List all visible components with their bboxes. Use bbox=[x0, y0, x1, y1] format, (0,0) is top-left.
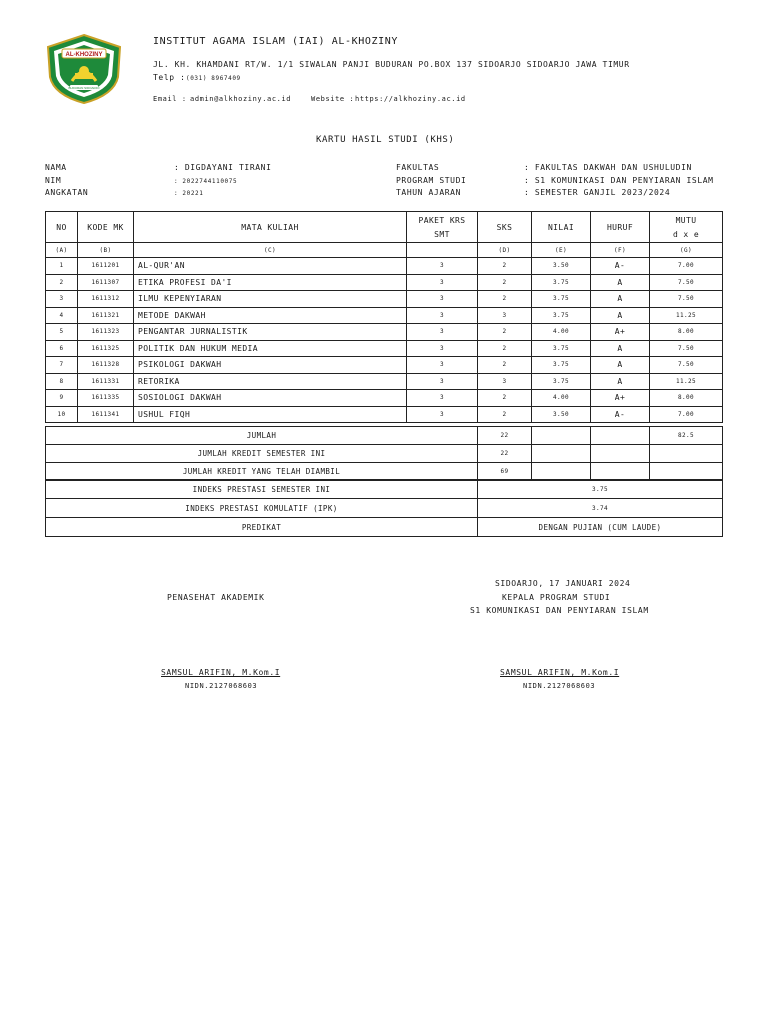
kredit-semester-blank-1 bbox=[532, 445, 591, 463]
row-huruf: A bbox=[591, 357, 650, 374]
logo-sub: BUDURAN SIDOARJO bbox=[68, 86, 100, 90]
website-label: Website : bbox=[311, 95, 355, 103]
ta-value: : SEMESTER GANJIL 2023/2024 bbox=[524, 188, 671, 197]
table-row bbox=[46, 307, 723, 324]
header-no: NO bbox=[46, 212, 78, 243]
institution-logo bbox=[44, 33, 124, 105]
row-nilai: 4.00 bbox=[532, 390, 591, 407]
head-program: S1 KOMUNIKASI DAN PENYIARAN ISLAM bbox=[470, 606, 649, 615]
header-mata-kuliah: MATA KULIAH bbox=[134, 212, 407, 243]
head-nidn: NIDN.2127068603 bbox=[523, 682, 596, 690]
row-mutu: 8.00 bbox=[650, 390, 723, 407]
row-sks: 2 bbox=[478, 406, 532, 423]
table-row bbox=[46, 340, 723, 357]
row-sks: 2 bbox=[478, 291, 532, 308]
row-mata-kuliah: PENGANTAR JURNALISTIK bbox=[134, 324, 407, 341]
row-mutu: 7.00 bbox=[650, 258, 723, 275]
row-smt: 3 bbox=[407, 307, 478, 324]
row-kode: 1611323 bbox=[78, 324, 134, 341]
row-mata-kuliah: PSIKOLOGI DAKWAH bbox=[134, 357, 407, 374]
row-no: 2 bbox=[46, 274, 78, 291]
row-smt: 3 bbox=[407, 274, 478, 291]
telp-label: Telp : bbox=[153, 73, 186, 82]
table-row bbox=[46, 291, 723, 308]
row-smt: 3 bbox=[407, 324, 478, 341]
row-kode: 1611341 bbox=[78, 406, 134, 423]
row-no: 7 bbox=[46, 357, 78, 374]
row-huruf: A bbox=[591, 307, 650, 324]
header-sks: SKS bbox=[478, 212, 532, 243]
nim-value: : 2022744110075 bbox=[174, 178, 238, 185]
table-subheader-row bbox=[46, 243, 723, 258]
predikat-row bbox=[46, 518, 723, 537]
row-nilai: 3.75 bbox=[532, 291, 591, 308]
row-mata-kuliah: SOSIOLOGI DAKWAH bbox=[134, 390, 407, 407]
header-kode: KODE MK bbox=[78, 212, 134, 243]
row-kode: 1611328 bbox=[78, 357, 134, 374]
header-mutu bbox=[650, 212, 723, 243]
row-nilai: 3.75 bbox=[532, 340, 591, 357]
logo-text: AL-KHOZINY bbox=[65, 52, 103, 58]
row-mutu: 7.50 bbox=[650, 357, 723, 374]
row-huruf: A bbox=[591, 373, 650, 390]
header-mutu-line2: d x e bbox=[672, 229, 700, 239]
kredit-semester-label: JUMLAH KREDIT SEMESTER INI bbox=[46, 445, 478, 463]
ta-label: TAHUN AJARAN bbox=[396, 188, 461, 197]
row-mutu: 7.50 bbox=[650, 291, 723, 308]
row-mutu: 11.25 bbox=[650, 373, 723, 390]
header-huruf: HURUF bbox=[591, 212, 650, 243]
indeks-table bbox=[45, 479, 723, 537]
row-smt: 3 bbox=[407, 340, 478, 357]
jumlah-sks: 22 bbox=[478, 427, 532, 445]
table-row bbox=[46, 274, 723, 291]
row-mata-kuliah: POLITIK DAN HUKUM MEDIA bbox=[134, 340, 407, 357]
kredit-semester-blank-3 bbox=[650, 445, 723, 463]
row-kode: 1611325 bbox=[78, 340, 134, 357]
jumlah-row bbox=[46, 427, 723, 445]
row-kode: 1611335 bbox=[78, 390, 134, 407]
totals-table bbox=[45, 426, 723, 481]
kredit-total-row bbox=[46, 463, 723, 481]
kredit-total-blank-2 bbox=[591, 463, 650, 481]
jumlah-blank-1 bbox=[532, 427, 591, 445]
angkatan-label: ANGKATAN bbox=[45, 188, 89, 197]
predikat-value: DENGAN PUJIAN (CUM LAUDE) bbox=[478, 518, 723, 537]
row-mutu: 7.50 bbox=[650, 340, 723, 357]
ipk-value: 3.74 bbox=[478, 499, 723, 518]
place-date: SIDOARJO, 17 JANUARI 2024 bbox=[495, 579, 631, 588]
row-smt: 3 bbox=[407, 258, 478, 275]
kredit-total-blank-3 bbox=[650, 463, 723, 481]
row-mata-kuliah: RETORIKA bbox=[134, 373, 407, 390]
row-kode: 1611331 bbox=[78, 373, 134, 390]
row-mata-kuliah: ILMU KEPENYIARAN bbox=[134, 291, 407, 308]
row-nilai: 3.75 bbox=[532, 373, 591, 390]
table-row bbox=[46, 357, 723, 374]
table-header-row bbox=[46, 212, 723, 243]
row-mutu: 8.00 bbox=[650, 324, 723, 341]
nama-value: : DIGDAYANI TIRANI bbox=[174, 163, 272, 172]
row-mutu: 7.50 bbox=[650, 274, 723, 291]
row-smt: 3 bbox=[407, 373, 478, 390]
page-title: KARTU HASIL STUDI (KHS) bbox=[316, 135, 455, 145]
row-sks: 2 bbox=[478, 390, 532, 407]
sub-f: (F) bbox=[591, 243, 650, 258]
email-value[interactable]: admin@alkhoziny.ac.id bbox=[190, 95, 292, 103]
jumlah-blank-2 bbox=[591, 427, 650, 445]
row-nilai: 3.75 bbox=[532, 307, 591, 324]
sub-b: (B) bbox=[78, 243, 134, 258]
row-nilai: 3.50 bbox=[532, 406, 591, 423]
website-value[interactable]: https://alkhoziny.ac.id bbox=[355, 95, 466, 103]
row-smt: 3 bbox=[407, 357, 478, 374]
row-kode: 1611312 bbox=[78, 291, 134, 308]
row-kode: 1611201 bbox=[78, 258, 134, 275]
email-label: Email : bbox=[153, 95, 187, 103]
row-mata-kuliah: USHUL FIQH bbox=[134, 406, 407, 423]
sub-d: (D) bbox=[478, 243, 532, 258]
ips-label: INDEKS PRESTASI SEMESTER INI bbox=[46, 480, 478, 499]
header-paket-line2: SMT bbox=[434, 229, 450, 239]
kredit-semester-row bbox=[46, 445, 723, 463]
row-no: 10 bbox=[46, 406, 78, 423]
row-mutu: 7.00 bbox=[650, 406, 723, 423]
row-mutu: 11.25 bbox=[650, 307, 723, 324]
kredit-semester-blank-2 bbox=[591, 445, 650, 463]
sub-a: (A) bbox=[46, 243, 78, 258]
nama-label: NAMA bbox=[45, 163, 67, 172]
advisor-nidn: NIDN.2127068603 bbox=[185, 682, 258, 690]
ips-row bbox=[46, 480, 723, 499]
row-mata-kuliah: ETIKA PROFESI DA'I bbox=[134, 274, 407, 291]
telp-value: (031) 8967409 bbox=[186, 75, 241, 82]
row-nilai: 4.00 bbox=[532, 324, 591, 341]
table-row bbox=[46, 373, 723, 390]
head-role: KEPALA PROGRAM STUDI bbox=[502, 593, 611, 602]
head-name: SAMSUL ARIFIN, M.Kom.I bbox=[500, 668, 620, 677]
row-no: 3 bbox=[46, 291, 78, 308]
header-paket-line1: PAKET KRS bbox=[418, 215, 466, 225]
row-kode: 1611307 bbox=[78, 274, 134, 291]
row-mata-kuliah: AL-QUR'AN bbox=[134, 258, 407, 275]
row-huruf: A bbox=[591, 274, 650, 291]
kredit-total-value: 69 bbox=[478, 463, 532, 481]
row-no: 5 bbox=[46, 324, 78, 341]
grades-table bbox=[45, 211, 723, 423]
row-no: 9 bbox=[46, 390, 78, 407]
jumlah-label: JUMLAH bbox=[46, 427, 478, 445]
row-no: 6 bbox=[46, 340, 78, 357]
row-sks: 2 bbox=[478, 274, 532, 291]
fakultas-value: : FAKULTAS DAKWAH DAN USHULUDIN bbox=[524, 163, 692, 172]
sub-c: (C) bbox=[134, 243, 407, 258]
kredit-total-blank-1 bbox=[532, 463, 591, 481]
fakultas-label: FAKULTAS bbox=[396, 163, 440, 172]
header-nilai: NILAI bbox=[532, 212, 591, 243]
advisor-name: SAMSUL ARIFIN, M.Kom.I bbox=[161, 668, 281, 677]
row-huruf: A bbox=[591, 340, 650, 357]
row-mata-kuliah: METODE DAKWAH bbox=[134, 307, 407, 324]
ipk-label: INDEKS PRESTASI KOMULATIF (IPK) bbox=[46, 499, 478, 518]
ipk-row bbox=[46, 499, 723, 518]
row-smt: 3 bbox=[407, 406, 478, 423]
sub-e: (E) bbox=[532, 243, 591, 258]
row-smt: 3 bbox=[407, 291, 478, 308]
row-sks: 3 bbox=[478, 373, 532, 390]
header-paket bbox=[407, 212, 478, 243]
table-row bbox=[46, 390, 723, 407]
row-no: 8 bbox=[46, 373, 78, 390]
row-sks: 2 bbox=[478, 258, 532, 275]
row-no: 4 bbox=[46, 307, 78, 324]
row-huruf: A bbox=[591, 291, 650, 308]
row-nilai: 3.50 bbox=[532, 258, 591, 275]
angkatan-value: : 20221 bbox=[174, 190, 204, 197]
kredit-total-label: JUMLAH KREDIT YANG TELAH DIAMBIL bbox=[46, 463, 478, 481]
institution-name: INSTITUT AGAMA ISLAM (IAI) AL-KHOZINY bbox=[153, 36, 398, 47]
prodi-value: : S1 KOMUNIKASI DAN PENYIARAN ISLAM bbox=[524, 176, 714, 185]
table-row bbox=[46, 406, 723, 423]
jumlah-mutu: 82.5 bbox=[650, 427, 723, 445]
row-huruf: A+ bbox=[591, 390, 650, 407]
nim-label: NIM bbox=[45, 176, 62, 185]
prodi-label: PROGRAM STUDI bbox=[396, 176, 467, 185]
institution-address: JL. KH. KHAMDANI RT/W. 1/1 SIWALAN PANJI BUDURAN PO.BOX 137 SIDOARJO SIDOARJO JAWA TIMUR bbox=[153, 60, 630, 69]
row-sks: 2 bbox=[478, 340, 532, 357]
table-row bbox=[46, 324, 723, 341]
sub-blank bbox=[407, 243, 478, 258]
row-sks: 3 bbox=[478, 307, 532, 324]
row-huruf: A- bbox=[591, 406, 650, 423]
advisor-role: PENASEHAT AKADEMIK bbox=[167, 593, 265, 602]
sub-g: (G) bbox=[650, 243, 723, 258]
row-sks: 2 bbox=[478, 357, 532, 374]
header-mutu-line1: MUTU bbox=[675, 215, 697, 225]
predikat-label: PREDIKAT bbox=[46, 518, 478, 537]
row-sks: 2 bbox=[478, 324, 532, 341]
row-nilai: 3.75 bbox=[532, 357, 591, 374]
kredit-semester-value: 22 bbox=[478, 445, 532, 463]
table-row bbox=[46, 258, 723, 275]
row-smt: 3 bbox=[407, 390, 478, 407]
row-huruf: A+ bbox=[591, 324, 650, 341]
row-no: 1 bbox=[46, 258, 78, 275]
row-kode: 1611321 bbox=[78, 307, 134, 324]
ips-value: 3.75 bbox=[478, 480, 723, 499]
row-nilai: 3.75 bbox=[532, 274, 591, 291]
row-huruf: A- bbox=[591, 258, 650, 275]
